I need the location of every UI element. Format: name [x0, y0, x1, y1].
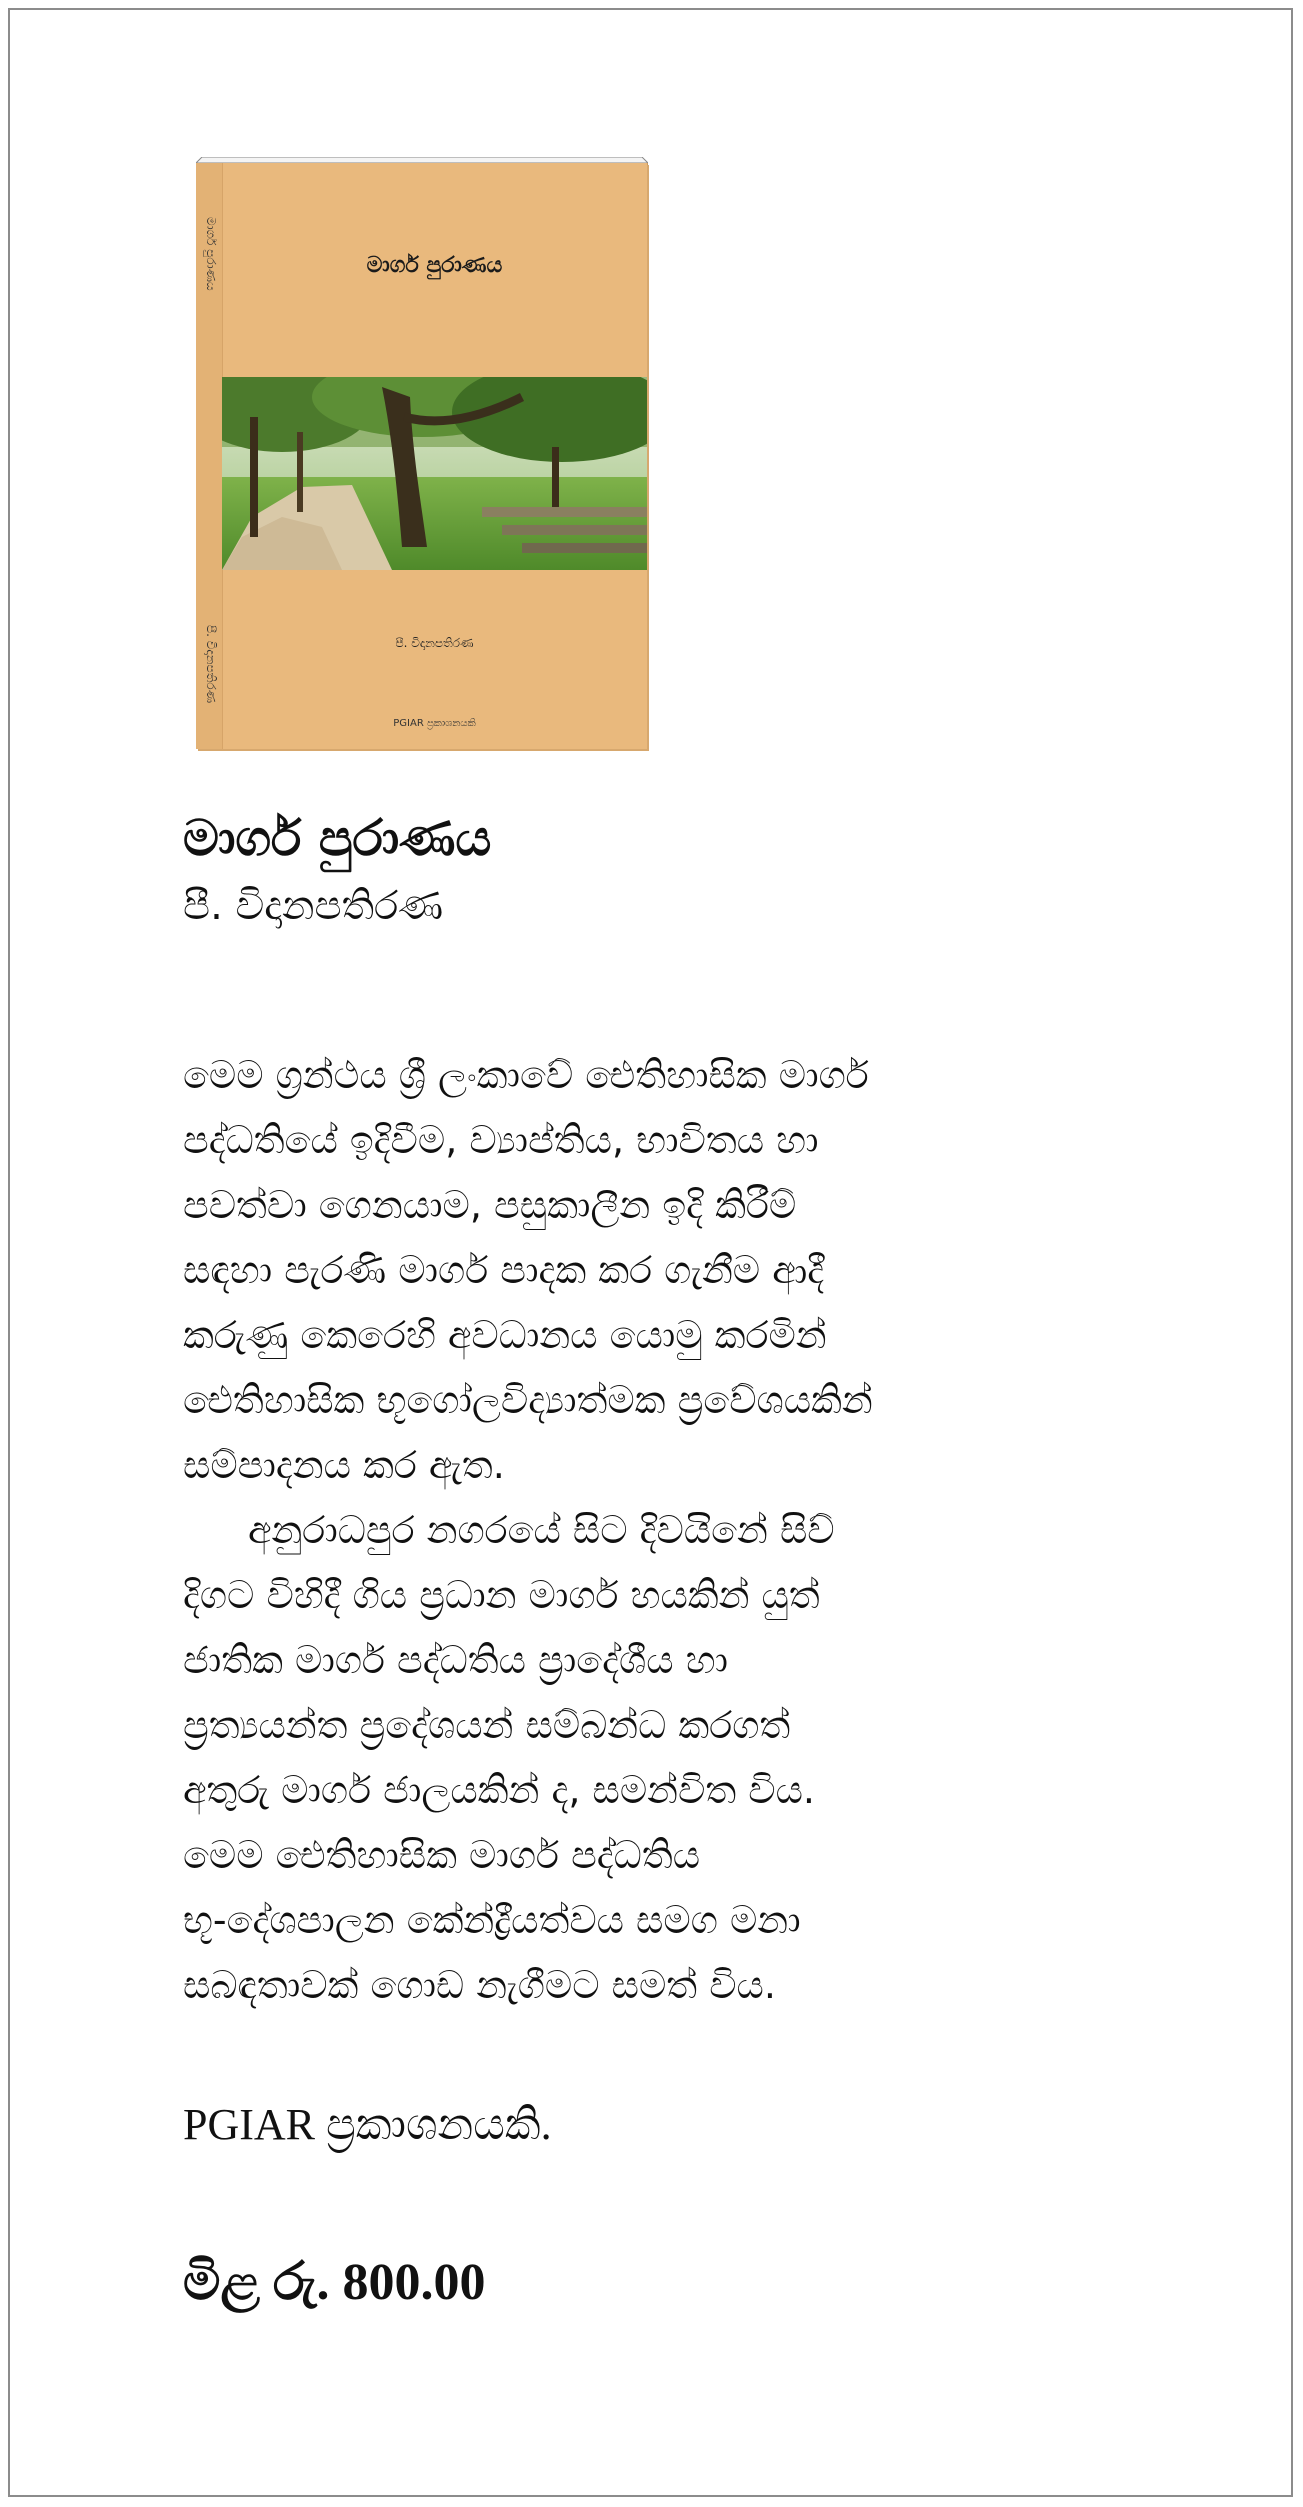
spine-title: මාර්ග පුරාණය — [204, 217, 218, 291]
book-author: පී. විදානපතිරණ — [183, 883, 444, 929]
cover-title: මාර්ග පුරාණය — [366, 253, 503, 278]
cover-author: පී. විදානපතිරණ — [395, 636, 474, 650]
book-description — [183, 1043, 1183, 2018]
description-line: ජාතික මාර්ග පද්ධතිය ප්‍රාදේශීය හා — [183, 1638, 729, 1682]
description-line: භූ-දේශපාලන කේන්ද්‍රීයත්වය සමග මනා — [183, 1898, 801, 1942]
publisher-note: PGIAR ප්‍රකාශනයකි. — [183, 2100, 552, 2149]
description-line: සබඳතාවක් ගොඩ නැගීමට සමත් විය. — [183, 1963, 776, 2007]
book-cover-image — [196, 157, 648, 749]
description-line: ප්‍රත්‍යයන්ත ප්‍රදේශයන් සම්බන්ධ කරගත් — [183, 1703, 791, 1747]
price: මිළ රු. 800.00 — [183, 2254, 486, 2311]
description-line: අතුරු මාර්ග ජාලයකින් ද, සමන්විත විය. — [183, 1768, 815, 1812]
description-line: පද්ධතියේ ඉදිවීම, ව්‍යාප්තිය, භාවිතය හා — [183, 1118, 819, 1162]
cover-photo-road-trees — [222, 377, 647, 570]
spine-author: පී. විදානපතිරණ — [204, 625, 218, 704]
description-line: සම්පාදනය කර ඇත. — [183, 1443, 505, 1487]
description-line: අනුරාධපුර නගරයේ සිට දිවයිනේ සිව් — [248, 1508, 835, 1552]
book-front-cover — [196, 163, 647, 749]
book-spine — [196, 163, 223, 749]
description-line: පවත්වා ගෙනයාම, පසුකාලීන ඉදි කිරීම් — [183, 1183, 797, 1227]
description-line: සඳහා පැරණි මාර්ග පාදක කර ගැනීම ආදී — [183, 1248, 825, 1292]
book-title: මාර්ග පුරාණය — [183, 809, 492, 867]
description-line: මෙම ඓතිහාසික මාර්ග පද්ධතිය — [183, 1833, 701, 1877]
description-line: මෙම ග්‍රන්ථය ශ්‍රී ලංකාවේ ඓතිහාසික මාර්ග — [183, 1053, 869, 1097]
cover-publisher: PGIAR ප්‍රකාශනයකි — [393, 718, 476, 729]
description-line: දිගට විහිදී ගිය ප්‍රධාන මාර්ග හයකින් යුත් — [183, 1573, 820, 1617]
description-line: කරුණු කෙරෙහි අවධානය යොමු කරමින් — [183, 1313, 827, 1357]
description-line: ඓතිහාසික භූගෝලවිද්‍යාත්මක ප්‍රවේශයකින් — [183, 1378, 873, 1422]
